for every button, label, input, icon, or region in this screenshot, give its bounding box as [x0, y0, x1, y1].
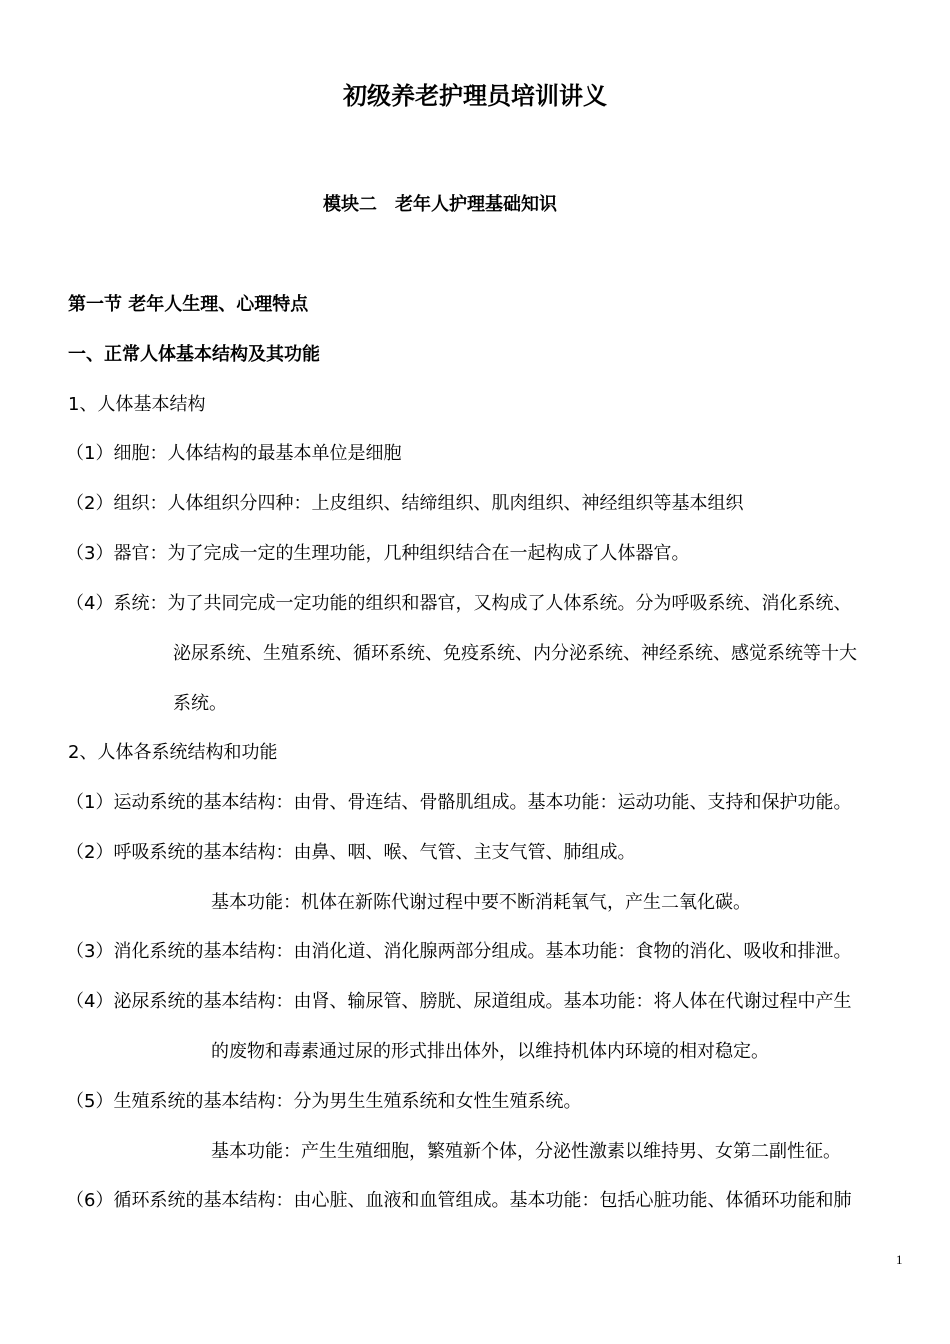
paragraph-line: （4）泌尿系统的基本结构：由肾、输尿管、膀胱、尿道组成。基本功能：将人体在代谢过程中产生: [66, 991, 852, 1012]
paragraph-line: 系统。: [173, 693, 227, 714]
subheading-1: 1、人体基本结构: [68, 394, 206, 415]
paragraph-line: （1）运动系统的基本结构：由骨、骨连结、骨骼肌组成。基本功能：运动功能、支持和保护功能。: [66, 792, 852, 813]
heading-1: 一、正常人体基本结构及其功能: [68, 344, 320, 365]
paragraph-line: （2）组织：人体组织分四种：上皮组织、结缔组织、肌肉组织、神经组织等基本组织: [66, 493, 744, 514]
page-number: 1: [896, 1252, 903, 1267]
paragraph-line: （5）生殖系统的基本结构：分为男生生殖系统和女性生殖系统。: [66, 1091, 582, 1112]
paragraph-line: （3）消化系统的基本结构：由消化道、消化腺两部分组成。基本功能：食物的消化、吸收和排泄。: [66, 941, 852, 962]
module-title: 模块二 老年人护理基础知识: [323, 194, 557, 215]
paragraph-line: 基本功能：产生生殖细胞，繁殖新个体，分泌性激素以维持男、女第二副性征。: [211, 1141, 841, 1162]
paragraph-line: （1）细胞：人体结构的最基本单位是细胞: [66, 443, 402, 464]
section-title: 第一节 老年人生理、心理特点: [68, 294, 309, 315]
document-title: 初级养老护理员培训讲义: [343, 82, 607, 110]
paragraph-line: 的废物和毒素通过尿的形式排出体外，以维持机体内环境的相对稳定。: [211, 1041, 769, 1062]
paragraph-line: （4）系统：为了共同完成一定功能的组织和器官，又构成了人体系统。分为呼吸系统、消化系统、: [66, 593, 852, 614]
paragraph-line: （3）器官：为了完成一定的生理功能，几种组织结合在一起构成了人体器官。: [66, 543, 690, 564]
subheading-2: 2、人体各系统结构和功能: [68, 742, 278, 763]
paragraph-line: （6）循环系统的基本结构：由心脏、血液和血管组成。基本功能：包括心脏功能、体循环功能和肺: [66, 1190, 852, 1211]
paragraph-line: （2）呼吸系统的基本结构：由鼻、咽、喉、气管、主支气管、肺组成。: [66, 842, 636, 863]
paragraph-line: 泌尿系统、生殖系统、循环系统、免疫系统、内分泌系统、神经系统、感觉系统等十大: [173, 643, 857, 664]
paragraph-line: 基本功能：机体在新陈代谢过程中要不断消耗氧气，产生二氧化碳。: [211, 892, 751, 913]
